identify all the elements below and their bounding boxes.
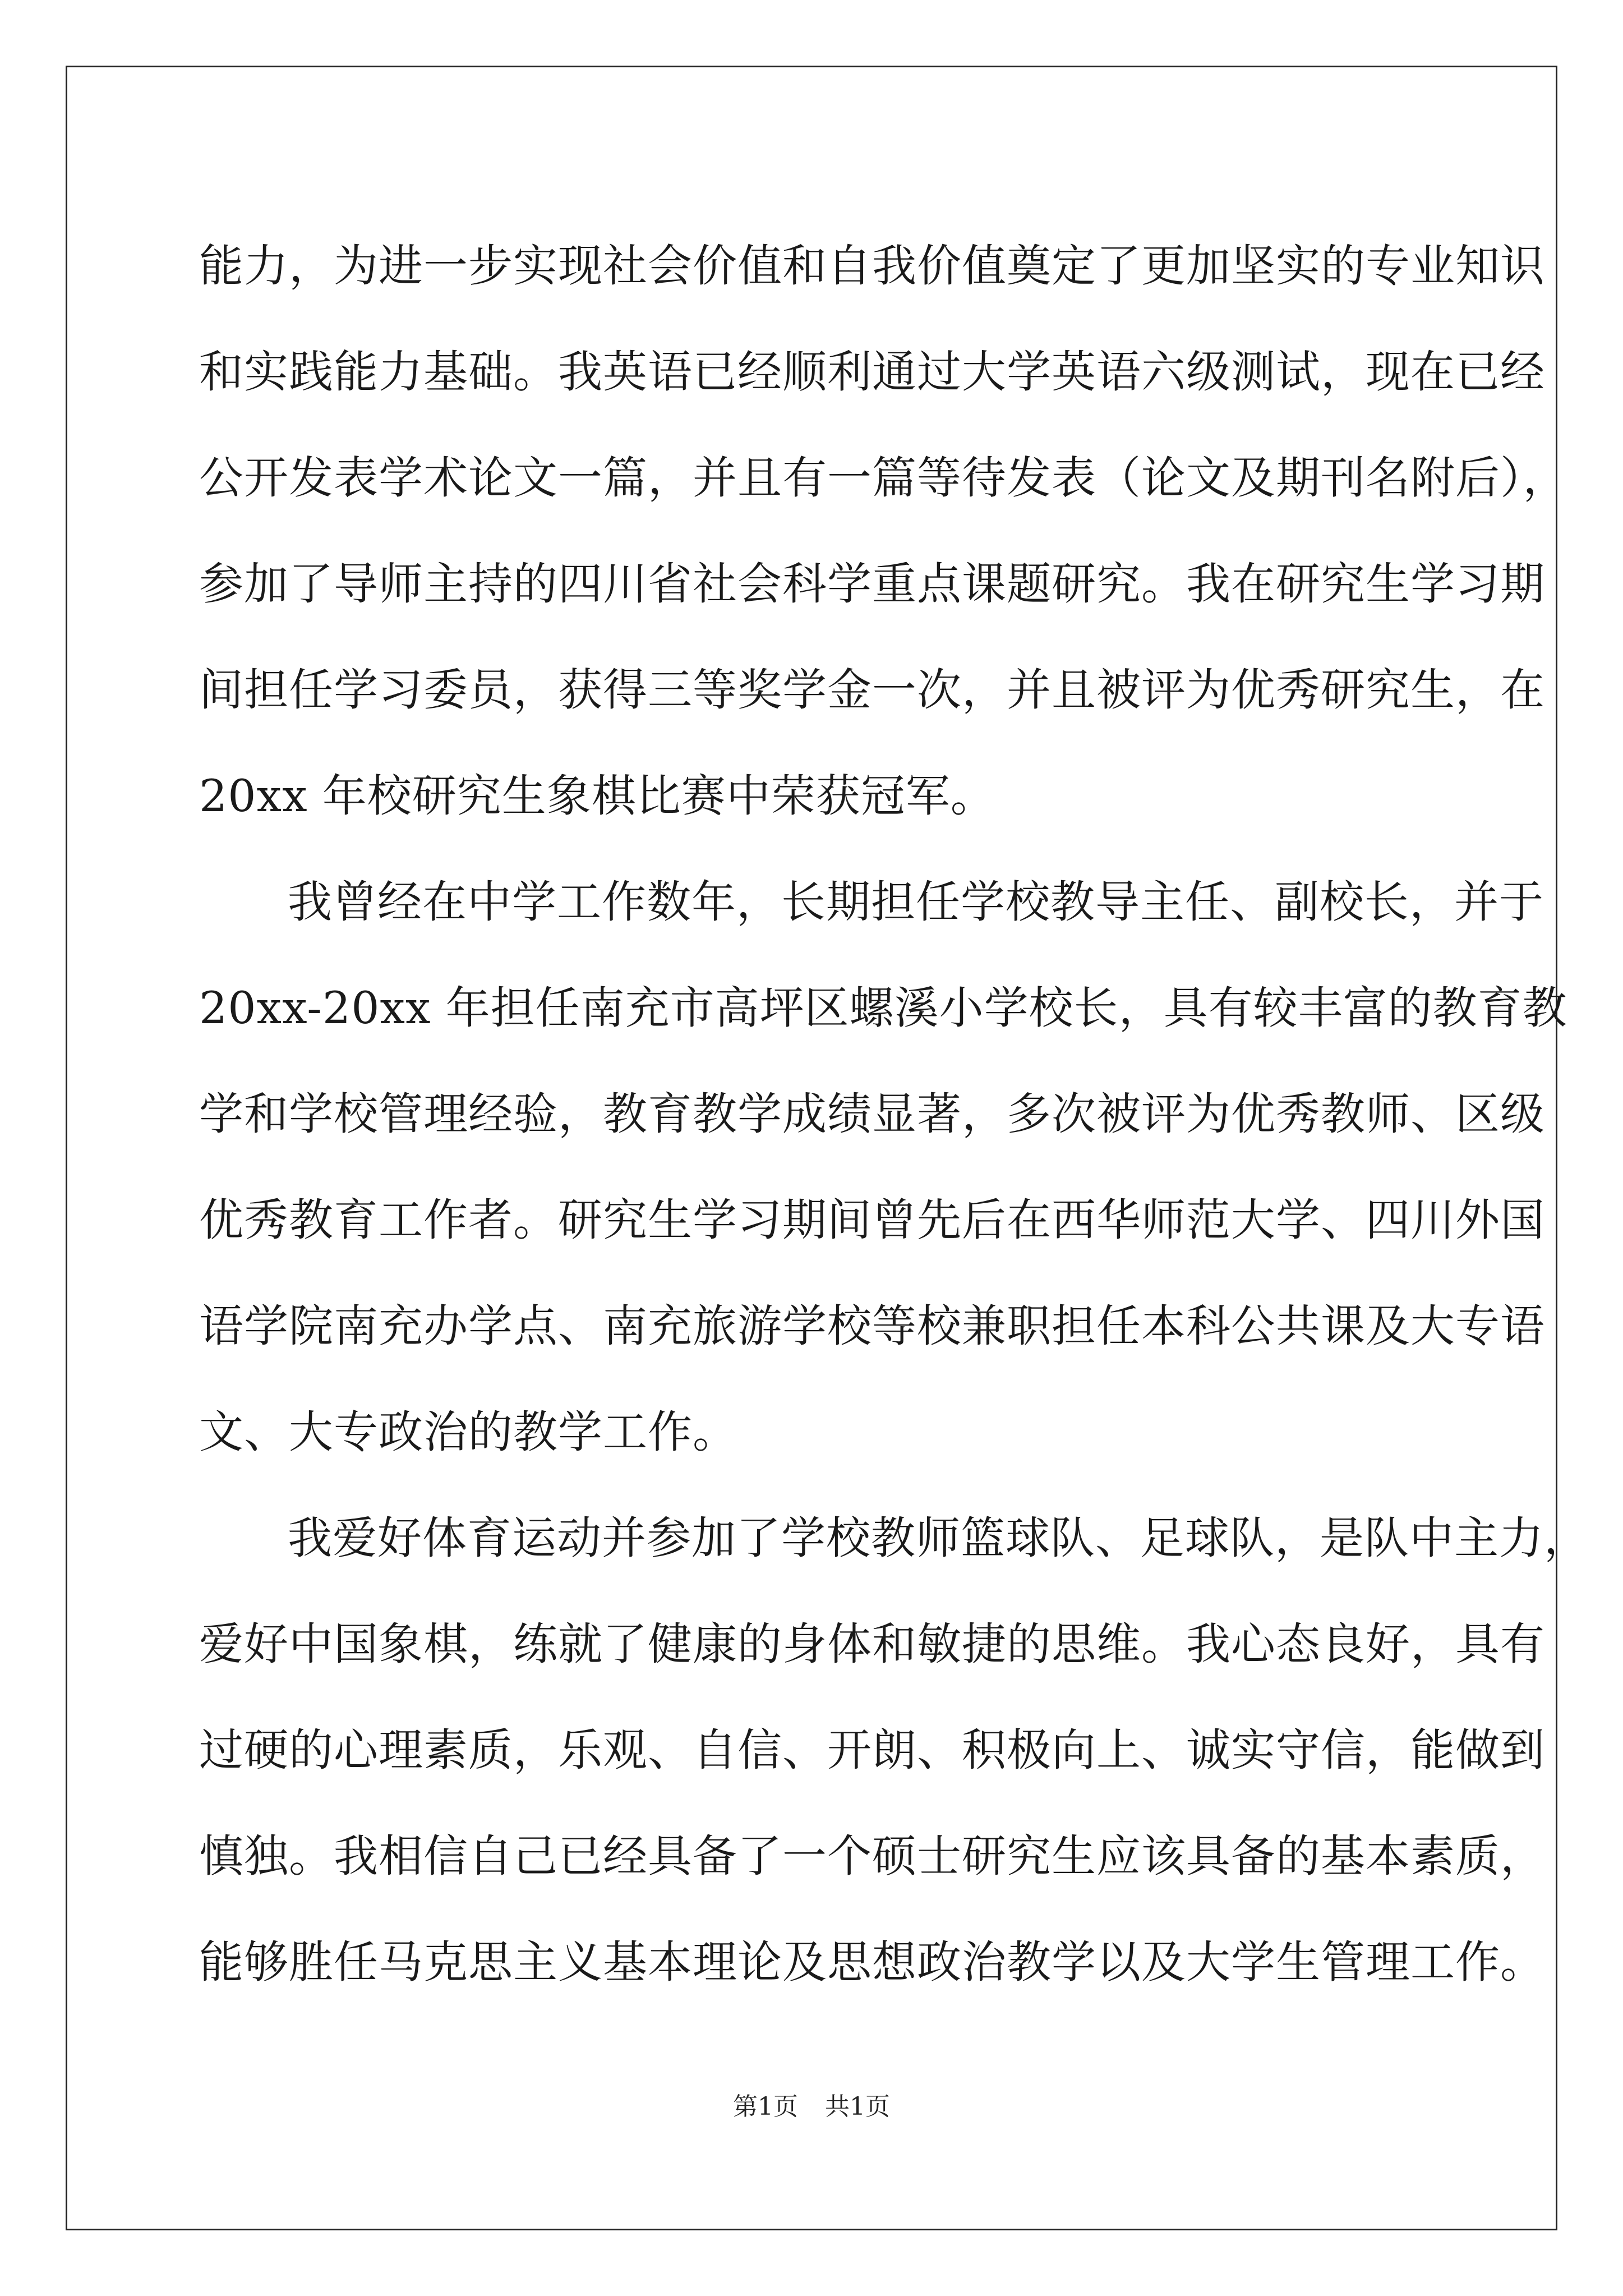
- text-line: 公开发表学术论文一篇，并且有一篇等待发表（论文及期刊名附后），: [199, 452, 1568, 504]
- text-line: 和实践能力基础。我英语已经顺利通过大学英语六级测试，现在已经: [199, 346, 1545, 398]
- page-number-total: 共1页: [825, 2092, 890, 2121]
- paragraph-first-line: 我爱好体育运动并参加了学校教师篮球队、足球队，是队中主力，: [288, 1512, 1589, 1564]
- page-footer: [0, 2090, 1623, 2124]
- document-body: [199, 213, 1589, 2016]
- text-line: 优秀教育工作者。研究生学习期间曾先后在西华师范大学、四川外国: [199, 1194, 1545, 1246]
- page-number-current: 第1页: [733, 2092, 798, 2121]
- text-line: 语学院南充办学点、南充旅游学校等校兼职担任本科公共课及大专语: [199, 1300, 1545, 1352]
- text-line: 过硬的心理素质，乐观、自信、开朗、积极向上、诚实守信，能做到: [199, 1724, 1545, 1776]
- paragraph-first-line: 我曾经在中学工作数年，长期担任学校教导主任、副校长，并于: [288, 876, 1544, 928]
- text-line: 能够胜任马克思主义基本理论及思想政治教学以及大学生管理工作。: [199, 1936, 1545, 1988]
- text-line: 文、大专政治的教学工作。: [199, 1406, 737, 1458]
- text-line: 间担任学习委员，获得三等奖学金一次，并且被评为优秀研究生，在: [199, 664, 1545, 716]
- text-line: 学和学校管理经验，教育教学成绩显著，多次被评为优秀教师、区级: [199, 1088, 1545, 1140]
- text-line: 爱好中国象棋，练就了健康的身体和敏捷的思维。我心态良好，具有: [199, 1618, 1545, 1670]
- text-line: 参加了导师主持的四川省社会科学重点课题研究。我在研究生学习期: [199, 558, 1545, 610]
- text-line: 能力，为进一步实现社会价值和自我价值奠定了更加坚实的专业知识: [199, 240, 1545, 292]
- text-line: 慎独。我相信自己已经具备了一个硕士研究生应该具备的基本素质，: [199, 1830, 1545, 1882]
- text-line: 20xx-20xx 年担任南充市高坪区螺溪小学校长，具有较丰富的教育教: [199, 982, 1567, 1034]
- text-line: 20xx 年校研究生象棋比赛中荣获冠军。: [199, 770, 995, 822]
